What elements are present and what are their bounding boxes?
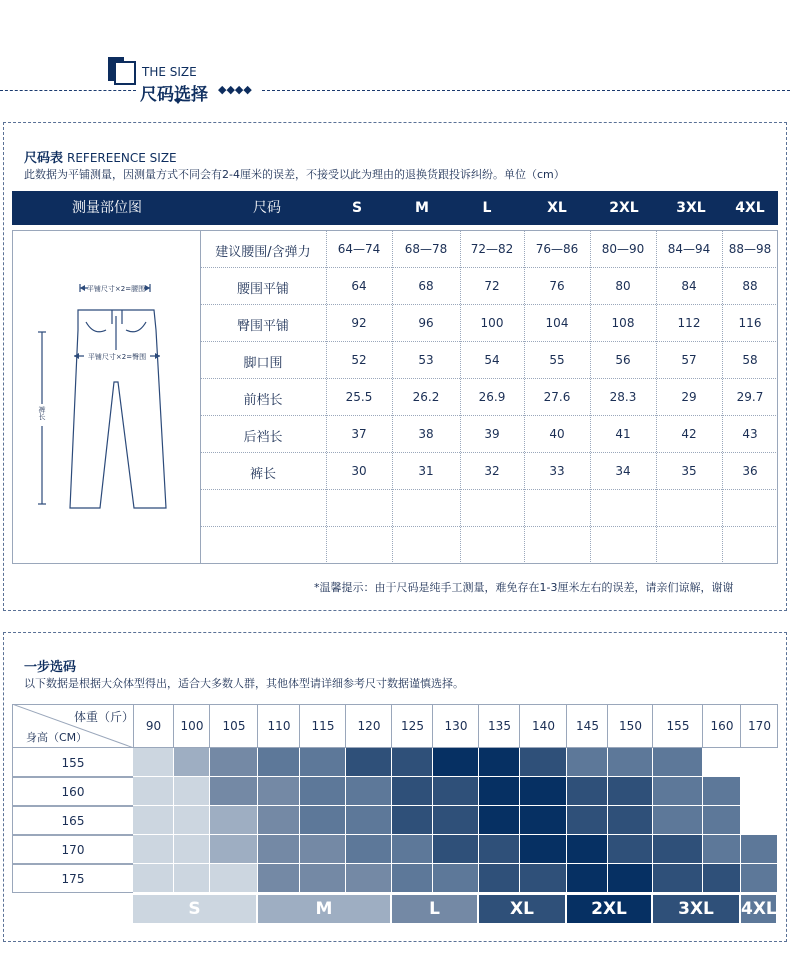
size-color-cell xyxy=(567,748,608,777)
size-band: M xyxy=(258,895,392,923)
table-cell: 104 xyxy=(545,316,569,330)
head-size: 尺码 xyxy=(253,200,281,216)
table-cell: 56 xyxy=(615,353,631,367)
size-color-cell xyxy=(133,835,174,864)
size-color-cell xyxy=(608,864,653,893)
weight-value: 105 xyxy=(222,719,246,733)
size-color-cell xyxy=(567,777,608,806)
size-color-cell xyxy=(174,777,210,806)
size-color-cell xyxy=(703,835,741,864)
size-color-cell xyxy=(608,835,653,864)
size-color-cell xyxy=(300,864,346,893)
table-cell: 35 xyxy=(681,464,697,478)
table-row-line xyxy=(200,415,778,416)
size-color-cell xyxy=(479,864,520,893)
size-color-cell xyxy=(210,777,258,806)
step-chart-title: 一步选码 xyxy=(24,660,77,675)
table-row-label: 裤长 xyxy=(249,467,276,482)
divider-right xyxy=(262,90,790,91)
height-value: 170 xyxy=(61,843,85,857)
size-color-cell xyxy=(433,748,479,777)
size-color-cell xyxy=(210,806,258,835)
size-color-cell xyxy=(346,748,392,777)
size-color-cell xyxy=(433,806,479,835)
height-label: 身高（CM） xyxy=(26,731,88,744)
size-color-cell xyxy=(703,806,741,835)
head-s: S xyxy=(351,200,363,216)
size-color-cell xyxy=(300,806,346,835)
size-color-cell xyxy=(258,864,300,893)
table-cell: 26.9 xyxy=(478,390,506,404)
size-color-cell xyxy=(653,864,703,893)
size-color-cell xyxy=(433,864,479,893)
hip-diagram-label: 平铺尺寸×2=臀围 xyxy=(87,353,147,361)
table-cell: 33 xyxy=(549,464,565,478)
weight-value: 90 xyxy=(145,719,162,733)
size-table-subtitle: 此数据为平铺测量，因测量方式不同会有2-4厘米的误差，不接受以此为理由的退换货跟投诉纠纷。单位（cm） xyxy=(24,168,565,181)
table-cell: 96 xyxy=(418,316,434,330)
size-color-cell xyxy=(133,748,174,777)
size-color-cell xyxy=(258,835,300,864)
height-value: 165 xyxy=(61,814,85,828)
header-en: THE SIZE xyxy=(142,65,197,79)
table-cell: 64 xyxy=(351,279,367,293)
size-table-title-cn: 尺码表 xyxy=(24,151,64,166)
size-color-cell xyxy=(520,835,567,864)
table-row-label: 腰围平铺 xyxy=(236,282,289,297)
size-band: 2XL xyxy=(567,895,653,923)
size-color-cell xyxy=(653,748,703,777)
size-color-cell xyxy=(210,835,258,864)
table-cell: 53 xyxy=(418,353,434,367)
weight-value: 100 xyxy=(180,719,204,733)
size-color-cell xyxy=(392,777,433,806)
table-cell: 84—94 xyxy=(667,242,711,256)
table-cell: 40 xyxy=(549,427,565,441)
table-row-label: 脚口围 xyxy=(243,356,283,371)
weight-value: 155 xyxy=(666,719,690,733)
weight-value: 110 xyxy=(267,719,291,733)
table-row-line xyxy=(200,267,778,268)
size-color-cell xyxy=(703,864,741,893)
size-color-cell xyxy=(174,806,210,835)
size-color-cell xyxy=(567,806,608,835)
table-cell: 57 xyxy=(681,353,697,367)
size-color-cell xyxy=(653,777,703,806)
size-color-cell xyxy=(608,777,653,806)
head-m: M xyxy=(415,200,429,216)
diamond-icons: ◆◆◆◆ xyxy=(218,83,252,96)
size-color-cell xyxy=(300,777,346,806)
size-color-cell xyxy=(479,835,520,864)
table-cell: 80 xyxy=(615,279,631,293)
arrow-down-icon xyxy=(174,99,182,104)
size-color-cell xyxy=(133,806,174,835)
size-color-cell xyxy=(608,806,653,835)
table-cell: 80—90 xyxy=(601,242,645,256)
table-cell: 42 xyxy=(681,427,697,441)
weight-value: 115 xyxy=(311,719,335,733)
table-row-line xyxy=(200,489,778,490)
size-color-cell xyxy=(741,864,778,893)
logo-frame-icon xyxy=(114,61,136,85)
table-cell: 27.6 xyxy=(543,390,571,404)
size-color-cell xyxy=(174,864,210,893)
size-color-cell xyxy=(520,864,567,893)
table-cell: 28.3 xyxy=(609,390,637,404)
table-row-label: 前档长 xyxy=(243,393,283,408)
size-color-cell xyxy=(479,748,520,777)
weight-value: 125 xyxy=(401,719,424,733)
table-row-line xyxy=(200,304,778,305)
weight-label: 体重（斤） xyxy=(74,710,135,724)
table-row-line xyxy=(200,341,778,342)
pants-diagram xyxy=(14,232,200,562)
height-value: 175 xyxy=(61,872,85,886)
table-cell: 32 xyxy=(484,464,500,478)
size-color-cell xyxy=(567,835,608,864)
size-color-cell xyxy=(567,864,608,893)
size-color-cell xyxy=(300,835,346,864)
size-band: XL xyxy=(479,895,567,923)
table-cell: 34 xyxy=(615,464,631,478)
table-cell: 58 xyxy=(742,353,758,367)
head-3xl: 3XL xyxy=(676,200,706,216)
height-value: 160 xyxy=(61,785,85,799)
size-color-cell xyxy=(346,835,392,864)
size-color-cell xyxy=(479,806,520,835)
table-cell: 92 xyxy=(351,316,367,330)
size-band: 4XL xyxy=(741,895,778,923)
weight-value: 120 xyxy=(357,719,381,733)
weight-value: 135 xyxy=(488,719,511,733)
table-cell: 38 xyxy=(418,427,434,441)
size-color-cell xyxy=(392,806,433,835)
table-cell: 68—78 xyxy=(404,242,448,256)
table-cell: 54 xyxy=(484,353,500,367)
table-row-line xyxy=(200,452,778,453)
size-table-title xyxy=(24,147,177,166)
size-color-cell xyxy=(258,777,300,806)
table-row-line xyxy=(200,526,778,527)
head-diagram: 测量部位图 xyxy=(72,200,142,216)
table-cell: 55 xyxy=(549,353,565,367)
table-cell: 88—98 xyxy=(728,242,772,256)
weight-value: 140 xyxy=(532,719,555,733)
table-cell: 30 xyxy=(351,464,367,478)
size-color-cell xyxy=(346,864,392,893)
weight-value: 160 xyxy=(710,719,734,733)
table-cell: 68 xyxy=(418,279,434,293)
head-2xl: 2XL xyxy=(609,200,639,216)
table-cell: 108 xyxy=(611,316,635,330)
size-color-cell xyxy=(433,835,479,864)
size-color-cell xyxy=(741,835,778,864)
weight-value: 130 xyxy=(444,719,468,733)
table-cell: 29.7 xyxy=(736,390,764,404)
size-band: 3XL xyxy=(653,895,741,923)
table-cell: 26.2 xyxy=(412,390,440,404)
weight-header-border xyxy=(133,704,134,748)
size-color-cell xyxy=(133,777,174,806)
size-color-cell xyxy=(520,806,567,835)
size-table-title-en: REFEREENCE SIZE xyxy=(67,151,177,165)
header-cn: 尺码选择 xyxy=(140,85,208,105)
table-cell: 37 xyxy=(351,427,367,441)
size-color-cell xyxy=(608,748,653,777)
size-color-cell xyxy=(392,748,433,777)
size-color-cell xyxy=(133,864,174,893)
table-cell: 29 xyxy=(681,390,697,404)
table-cell: 76 xyxy=(549,279,565,293)
table-row-label: 建议腰围/含弹力 xyxy=(215,245,311,260)
size-band: S xyxy=(133,895,258,923)
waist-diagram-label: 平铺尺寸×2=腰围 xyxy=(86,285,146,293)
head-xl: XL xyxy=(547,200,567,216)
size-color-cell xyxy=(392,835,433,864)
size-color-cell xyxy=(479,777,520,806)
table-row-label: 后裆长 xyxy=(243,430,283,445)
divider-left xyxy=(0,90,136,91)
size-color-cell xyxy=(258,806,300,835)
table-cell: 76—86 xyxy=(535,242,579,256)
step-chart-subtitle: 以下数据是根据大众体型得出，适合大多数人群，其他体型请详细参考尺寸数据谨慎选择。 xyxy=(24,677,464,690)
size-color-cell xyxy=(703,777,741,806)
weight-value: 145 xyxy=(576,719,599,733)
table-cell: 41 xyxy=(615,427,631,441)
table-cell: 25.5 xyxy=(345,390,373,404)
size-color-cell xyxy=(300,748,346,777)
table-cell: 43 xyxy=(742,427,758,441)
size-color-cell xyxy=(174,748,210,777)
size-band: L xyxy=(392,895,479,923)
size-color-cell xyxy=(210,748,258,777)
head-l: L xyxy=(482,200,492,216)
table-cell: 64—74 xyxy=(337,242,381,256)
size-table-header xyxy=(12,191,778,225)
size-color-cell xyxy=(346,777,392,806)
table-cell: 72 xyxy=(484,279,500,293)
table-cell: 112 xyxy=(677,316,701,330)
length-diagram-label: 裤长 xyxy=(38,406,46,420)
height-value: 155 xyxy=(61,756,85,770)
size-color-cell xyxy=(210,864,258,893)
weight-value: 150 xyxy=(619,719,642,733)
size-color-cell xyxy=(174,835,210,864)
size-color-cell xyxy=(392,864,433,893)
table-cell: 72—82 xyxy=(470,242,514,256)
size-color-cell xyxy=(520,748,567,777)
head-4xl: 4XL xyxy=(735,200,765,216)
size-color-cell xyxy=(520,777,567,806)
size-color-cell xyxy=(653,806,703,835)
table-row-line xyxy=(200,378,778,379)
weight-value: 170 xyxy=(748,719,771,733)
size-table-note: *温馨提示：由于尺码是纯手工测量，难免存在1-3厘米左右的误差，请亲们谅解，谢谢 xyxy=(314,581,734,594)
table-row-label: 臀围平铺 xyxy=(236,319,289,334)
table-cell: 100 xyxy=(480,316,504,330)
table-cell: 52 xyxy=(351,353,367,367)
table-cell: 116 xyxy=(738,316,762,330)
table-cell: 88 xyxy=(742,279,758,293)
size-color-cell xyxy=(653,835,703,864)
table-cell: 84 xyxy=(681,279,697,293)
size-color-cell xyxy=(346,806,392,835)
table-cell: 31 xyxy=(418,464,434,478)
table-cell: 39 xyxy=(484,427,500,441)
size-color-cell xyxy=(258,748,300,777)
table-cell: 36 xyxy=(742,464,758,478)
size-color-cell xyxy=(433,777,479,806)
